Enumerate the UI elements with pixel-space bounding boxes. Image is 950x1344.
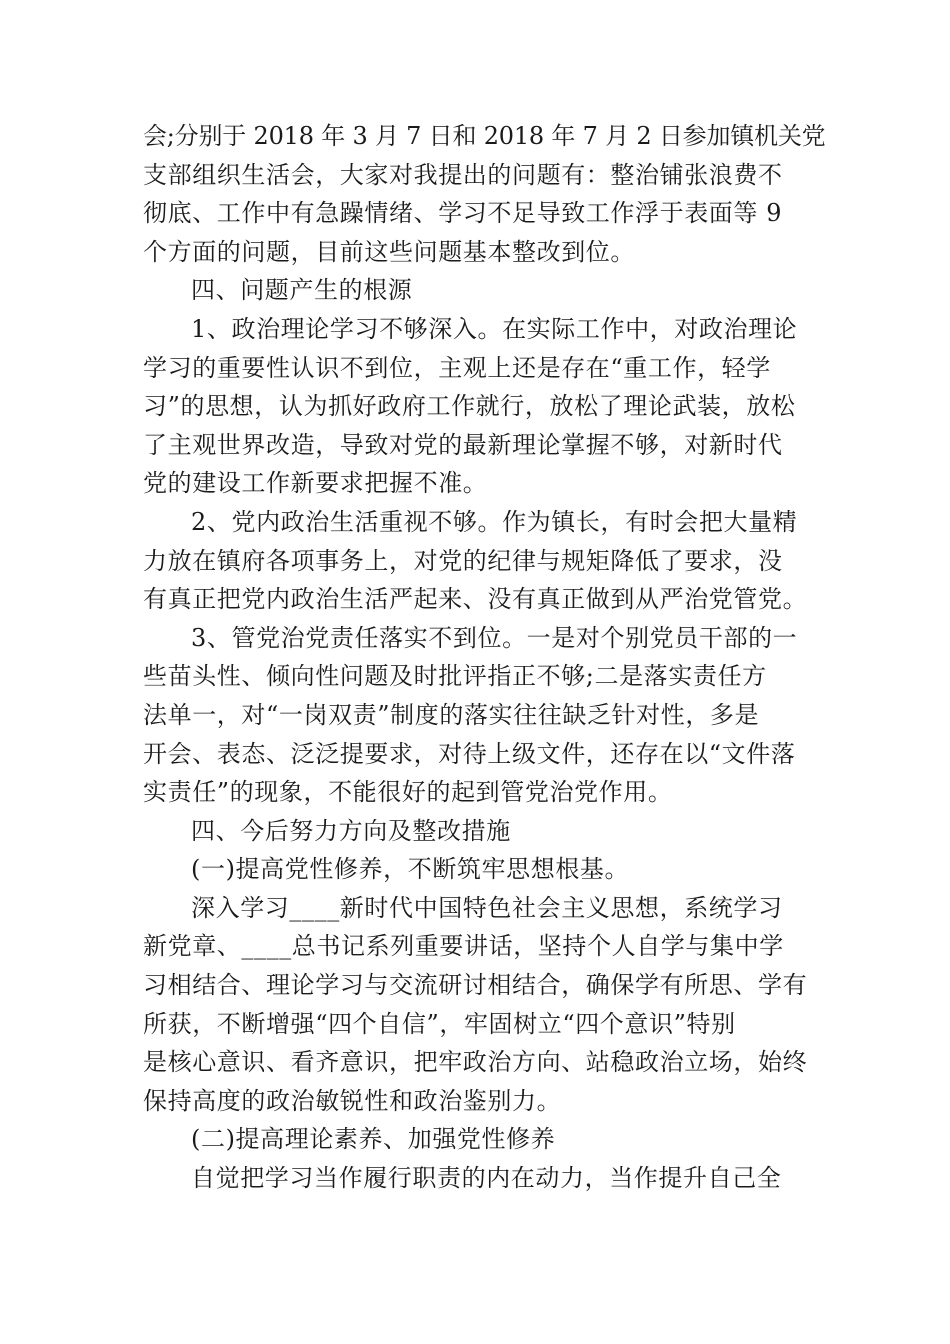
paragraph-line: 些苗头性、倾向性问题及时批评指正不够;二是落实责任方	[143, 662, 767, 691]
paragraph-line: 所获，不断增强“四个自信”，牢固树立“四个意识”特别	[143, 1009, 736, 1038]
paragraph-line: 习”的思想，认为抓好政府工作就行，放松了理论武装，放松	[143, 392, 796, 421]
paragraph-first-line: 四、问题产生的根源	[191, 276, 413, 305]
paragraph-line: 新党章、____总书记系列重要讲话，坚持个人自学与集中学	[143, 932, 784, 961]
paragraph-line: 有真正把党内政治生活严起来、没有真正做到从严治党管党。	[143, 585, 808, 614]
document-body	[143, 117, 826, 1198]
paragraph-line: 个方面的问题，目前这些问题基本整改到位。	[143, 237, 635, 266]
paragraph-line: 彻底、工作中有急躁情绪、学习不足导致工作浮于表面等 9	[143, 199, 783, 228]
paragraph-first-line: 四、今后努力方向及整改措施	[191, 816, 511, 845]
paragraph-first-line: 自觉把学习当作履行职责的内在动力，当作提升自己全	[191, 1164, 782, 1193]
paragraph-first-line: (一)提高党性修养，不断筑牢思想根基。	[191, 855, 630, 884]
paragraph-first-line: 2、党内政治生活重视不够。作为镇长，有时会把大量精	[191, 507, 798, 536]
paragraph-line: 习相结合、理论学习与交流研讨相结合，确保学有所思、学有	[143, 971, 808, 1000]
paragraph-line: 实责任”的现象，不能很好的起到管党治党作用。	[143, 778, 673, 807]
paragraph-line: 保持高度的政治敏锐性和政治鉴别力。	[143, 1086, 562, 1115]
paragraph-line: 法单一，对“一岗双责”制度的落实往往缺乏针对性，多是	[143, 700, 760, 729]
paragraph-line: 支部组织生活会，大家对我提出的问题有：整治铺张浪费不	[143, 160, 783, 189]
paragraph-first-line: 1、政治理论学习不够深入。在实际工作中，对政治理论	[191, 314, 798, 343]
paragraph-line: 党的建设工作新要求把握不准。	[143, 469, 488, 498]
paragraph-line: 学习的重要性认识不到位，主观上还是存在“重工作，轻学	[143, 353, 771, 382]
paragraph-first-line: 深入学习____新时代中国特色社会主义思想，系统学习	[191, 893, 783, 922]
paragraph-first-line: (二)提高理论素养、加强党性修养	[191, 1125, 556, 1154]
paragraph-line: 开会、表态、泛泛提要求，对待上级文件，还存在以“文件落	[143, 739, 796, 768]
paragraph-line: 了主观世界改造，导致对党的最新理论掌握不够，对新时代	[143, 430, 783, 459]
paragraph-line: 会;分别于 2018 年 3 月 7 日和 2018 年 7 月 2 日参加镇机关党	[143, 122, 826, 150]
paragraph-line: 力放在镇府各项事务上，对党的纪律与规矩降低了要求，没	[143, 546, 783, 575]
paragraph-line: 是核心意识、看齐意识，把牢政治方向、站稳政治立场，始终	[143, 1048, 808, 1077]
paragraph-first-line: 3、管党治党责任落实不到位。一是对个别党员干部的一	[191, 623, 798, 652]
